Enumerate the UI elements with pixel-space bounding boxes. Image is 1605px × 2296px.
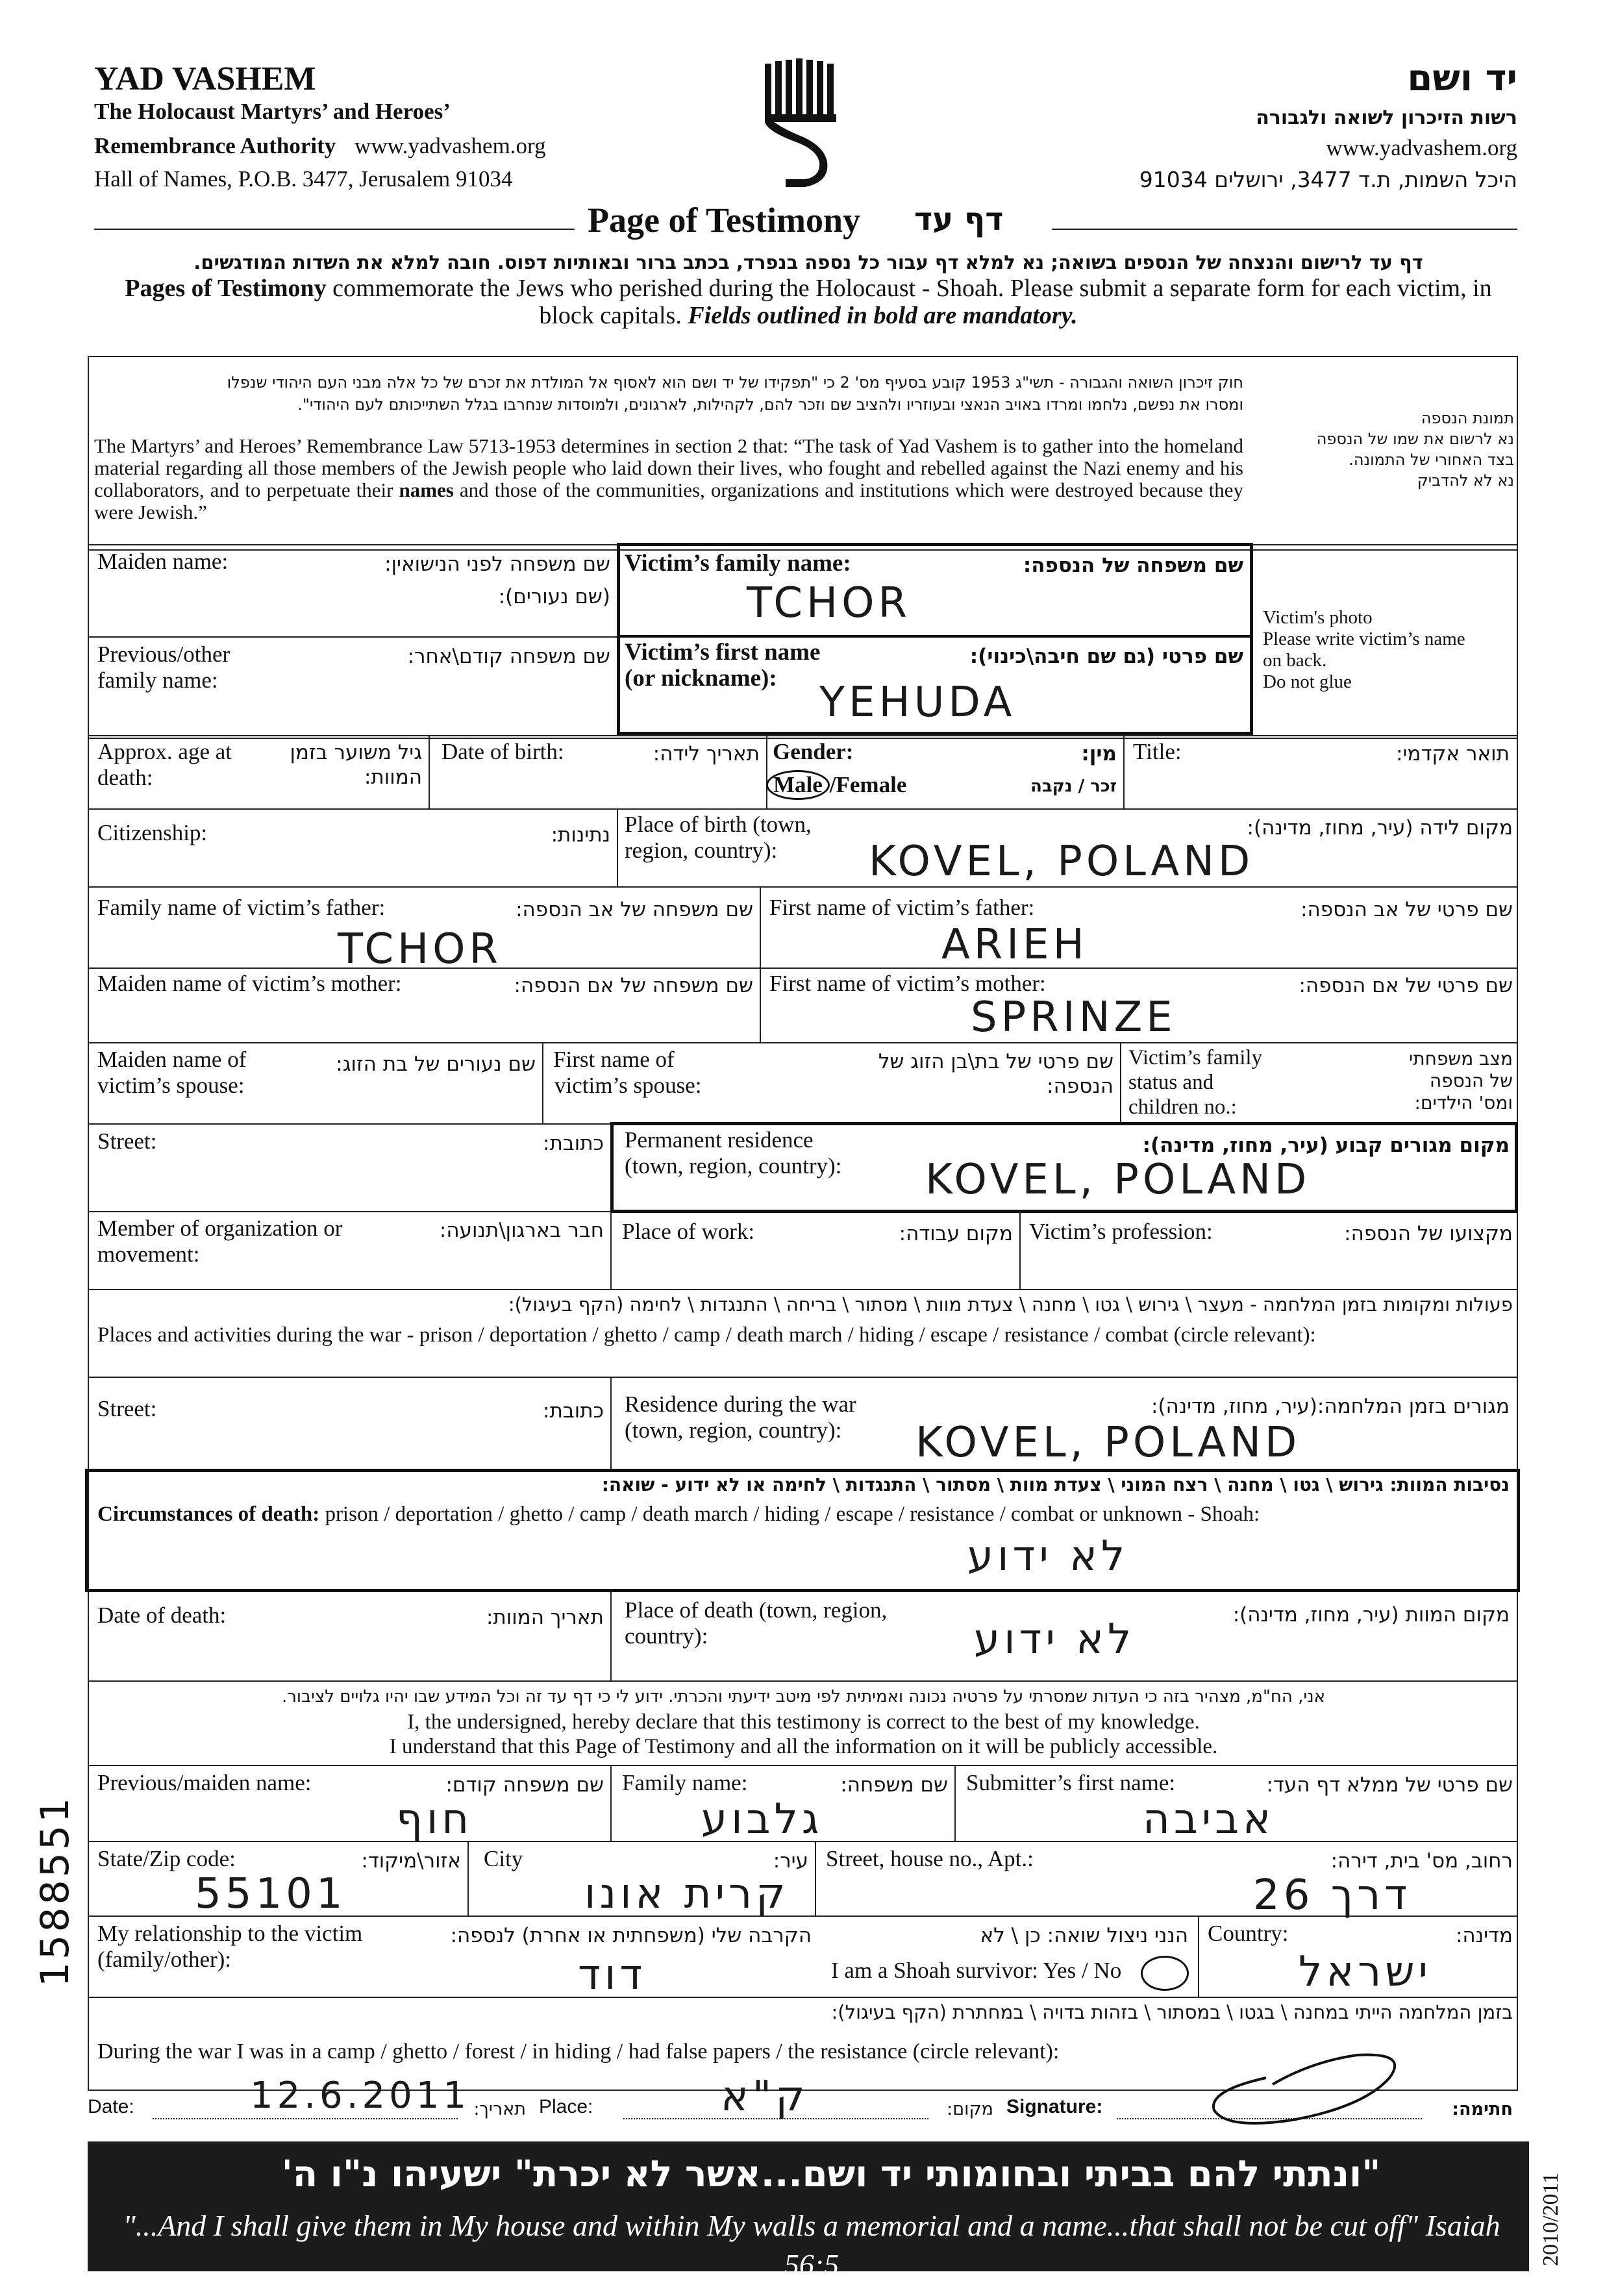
previous-family-name-label-he: שם משפחה קודם\אחר: [407, 645, 610, 668]
zip-code-value[interactable]: 55101 [195, 1870, 347, 1918]
father-family-name-label: Family name of victim’s father: [97, 895, 386, 920]
country-label-he: מדינה: [1455, 1924, 1513, 1947]
photo-note-he: תמונת הנספה נא לרשום את שמו של הנספה בצד האחורי של התמונה. נא לא להדביק [1316, 409, 1514, 490]
victim-family-name-label-he: שם משפחה של הנספה: [1023, 554, 1243, 577]
approx-age-label-he: גיל משוער בזמן המוות: [290, 741, 422, 789]
relationship-value[interactable]: דוד [578, 1951, 647, 1999]
submitter-wartime-label-he: בזמן המלחמה הייתי במחנה \ בגטו \ במסתור \ בזהות בדויה \ במחתרת (הקף בעיגול): [831, 2001, 1513, 2023]
law-he-2: ומסרו את נפשם, נלחמו ומרדו באויב הנאצי ובעוזריו ולהציב שם וזכר להם, לקהילות, לארגונים, ולמוסדות שנחרבו בגלל השתייכותם לעם היהודי". [297, 395, 1243, 414]
father-first-name-label: First name of victim’s father: [769, 895, 1035, 920]
maiden-name-label-he: שם משפחה לפני הנישואין: [384, 553, 610, 576]
spouse-first-name-label-he: שם פרטי של בת\בן הזוג של הנספה: [878, 1050, 1114, 1098]
photo-note-en: Victim's photo Please write victim’s name on back. Do not glue [1263, 607, 1465, 692]
zip-code-label-he: אזור\מיקוד: [361, 1849, 461, 1873]
place-label-he: מקום: [947, 2099, 993, 2119]
gender-male-option[interactable]: Male [766, 770, 830, 800]
survivor-label[interactable]: I am a Shoah survivor: Yes / No [831, 1958, 1122, 1983]
country-value[interactable]: ישראל [1299, 1948, 1432, 1996]
profession-label-he: מקצועו של הנספה: [1344, 1222, 1513, 1245]
father-first-name-value[interactable]: ARIEH [941, 921, 1088, 969]
organization-member-label-he: חבר בארגון\תנועה: [439, 1219, 604, 1242]
father-family-name-label-he: שם משפחה של אב הנספה: [516, 898, 753, 921]
place-of-work-label: Place of work: [622, 1219, 755, 1244]
circumstances-value[interactable]: לא ידוע [967, 1532, 1129, 1580]
submitter-family-name-label: Family name: [622, 1770, 748, 1795]
permanent-residence-label-he: מקום מגורים קבוע (עיר, מחוז, מדינה): [1142, 1134, 1510, 1157]
signature-scribble[interactable] [1195, 2039, 1428, 2136]
yad-vashem-logo [760, 58, 844, 188]
street-house-value[interactable]: דרך 26 [1253, 1871, 1412, 1919]
place-of-death-label: Place of death (town, region, country): [625, 1597, 888, 1649]
war-residence-label: Residence during the war (town, region, country): [625, 1391, 856, 1443]
submitter-first-name-label: Submitter’s first name: [966, 1770, 1176, 1795]
date-of-death-label-he: תאריך המוות: [486, 1606, 604, 1629]
submitter-family-name-value[interactable]: גלבוע [701, 1795, 823, 1843]
mother-first-name-label-he: שם פרטי של אם הנספה: [1299, 974, 1513, 997]
submitter-previous-name-label-he: שם משפחה קודם: [445, 1773, 604, 1797]
city-label-he: עיר: [773, 1849, 808, 1873]
date-of-death-label: Date of death: [97, 1603, 227, 1628]
header-rule-left [94, 229, 575, 230]
place-value[interactable]: ק"א [721, 2073, 809, 2121]
citizenship-label: Citizenship: [97, 820, 208, 845]
quote-he: "ונתתי להם בביתי ובחומותי יד ושם...אשר לא יכרת" ישעיהו נ"ו ה' [281, 2153, 1381, 2195]
country-label: Country: [1208, 1921, 1289, 1946]
war-activities-label[interactable]: Places and activities during the war - prison / deportation / ghetto / camp / death march / hiding / escape / resistance / combat (circle relevant): [97, 1323, 1316, 1347]
survivor-no-circle [1141, 1956, 1189, 1991]
family-status-label-he: מצב משפחתי של הנספה ומס' הילדים: [1408, 1048, 1513, 1114]
gender-options [766, 770, 906, 800]
mother-maiden-name-label: Maiden name of victim’s mother: [97, 971, 402, 996]
url-he: www.yadvashem.org [1326, 135, 1517, 160]
submitter-first-name-label-he: שם פרטי של ממלא דף העד: [1266, 1773, 1513, 1797]
place-of-work-label-he: מקום עבודה: [899, 1222, 1013, 1245]
spouse-first-name-label: First name of victim’s spouse: [553, 1047, 702, 1098]
relationship-label-he: הקרבה שלי (משפחתית או אחרת) לנספה: [450, 1924, 812, 1947]
date-label-he: תאריך: [473, 2099, 526, 2119]
intro-he: דף עד לרישום והנצחה של הנספים בשואה; נא למלא דף עבור כל נספה בנפרד, בכתב ברור ובאותיות דפוס. חובה למלא את השדות המודגשים. [193, 251, 1423, 273]
street-2-label: Street: [97, 1396, 157, 1421]
circumstances-label: Circumstances of death: prison / deportation / ghetto / camp / death march / hiding / escape / resistance / combat or unknown - Shoah: [97, 1503, 1260, 1526]
date-of-birth-label: Date of birth: [442, 739, 564, 764]
gender-female-option[interactable]: /Female [829, 772, 907, 797]
victim-first-name-value[interactable]: YEHUDA [819, 679, 1016, 727]
law-he-1: חוק זיכרון השואה והגבורה - תשי"ג 1953 קובע בסעיף מס' 2 כי "תפקידו של יד ושם הוא לאסוף אל המולדת את זכרם של כל אלה מבני העם היהודי שנפלו [227, 373, 1243, 392]
submitter-family-name-label-he: שם משפחה: [840, 1773, 948, 1797]
street-label: Street: [97, 1129, 157, 1154]
maiden-name-label: Maiden name: [97, 549, 229, 574]
street-label-he: כתובת: [543, 1132, 604, 1155]
street-house-label: Street, house no., Apt.: [826, 1846, 1034, 1871]
permanent-residence-label: Permanent residence (town, region, country): [625, 1127, 842, 1179]
relationship-label: My relationship to the victim (family/other): [97, 1921, 363, 1972]
form-title-en: Page of Testimony [588, 201, 861, 240]
header-rule-right [1052, 229, 1517, 230]
survivor-label-he: הנני ניצול שואה: כן \ לא [980, 1924, 1188, 1947]
zip-code-label: State/Zip code: [97, 1846, 236, 1871]
street-2-label-he: כתובת: [543, 1399, 604, 1423]
organization-member-label: Member of organization or movement: [97, 1216, 343, 1267]
signature-label-he: חתימה: [1452, 2099, 1513, 2119]
victim-first-name-label: Victim’s first name (or nickname): [625, 639, 821, 692]
father-first-name-label-he: שם פרטי של אב הנספה: [1300, 898, 1513, 921]
place-of-death-value[interactable]: לא ידוע [974, 1616, 1136, 1664]
city-value[interactable]: קרית אונו [584, 1870, 790, 1918]
approx-age-label: Approx. age at death: [97, 739, 232, 790]
address-he: היכל השמות, ת.ד 3477, ירושלים 91034 [1139, 167, 1517, 192]
org-subtitle-en: The Holocaust Martyrs’ and Heroes’ [94, 99, 451, 124]
spouse-maiden-name-label: Maiden name of victim’s spouse: [97, 1047, 247, 1098]
victim-family-name-label: Victim’s family name: [625, 550, 851, 577]
org-subtitle-en-2: Remembrance Authority www.yadvashem.org [94, 133, 546, 158]
declaration-en-2: I understand that this Page of Testimony and all the information on it will be publicly accessible. [389, 1735, 1218, 1758]
mother-first-name-value[interactable]: SPRINZE [971, 993, 1176, 1042]
declaration-he: אני, הח"מ, מצהיר בזה כי העדות שמסרתי על פרטיה נכונה ואמיתית לפי מיטב ידיעתי והכרתי. ידוע לי כי דף עד זה וכל המידע שבו יהיו גלויים לציבור. [281, 1687, 1326, 1706]
circumstances-label-he: נסיבות המוות: גירוש \ גטו \ מחנה \ רצח המוני \ צעדת מוות \ מסתור \ התנגדות \ לחימה או לא ידוע - שואה: [601, 1474, 1510, 1495]
war-activities-label-he: פעולות ומקומות בזמן המלחמה - מעצר \ גירוש \ גטו \ מחנה \ צעדת מוות \ מסתור \ בריחה \ התנגדות \ לחימה (הקף בעיגול): [508, 1293, 1513, 1316]
mother-first-name-label: First name of victim’s mother: [769, 971, 1046, 996]
profession-label: Victim’s profession: [1029, 1219, 1213, 1244]
submitter-wartime-label[interactable]: During the war I was in a camp / ghetto / forest / in hiding / had false papers / the resistance (circle relevant): [97, 2040, 1060, 2064]
form-title-he: דף עד [914, 201, 1004, 238]
previous-family-name-label: Previous/other family name: [97, 642, 230, 693]
family-status-label: Victim’s family status and children no.: [1128, 1046, 1263, 1119]
street-house-label-he: רחוב, מס' בית, דירה: [1330, 1849, 1513, 1873]
maiden-name-label-he-2: (שם נעורים): [498, 585, 610, 608]
place-of-death-label-he: מקום המוות (עיר, מחוז, מדינה): [1232, 1603, 1510, 1627]
archive-number: 1588551 [32, 1795, 78, 1987]
edition-label: 2010/2011 [1539, 2172, 1563, 2266]
place-of-birth-value[interactable]: KOVEL, POLAND [869, 838, 1254, 886]
date-label: Date: [88, 2096, 134, 2117]
city-label: City [484, 1846, 523, 1871]
quote-en: "...And I shall give them in My house and within My walls a memorial and a name...that shall not be cut off" Isaiah 56:5 [123, 2209, 1500, 2281]
org-subtitle-he: רשות הזיכרון לשואה ולגבורה [1256, 106, 1517, 129]
org-name-he: יד ושם [1407, 57, 1517, 99]
place-of-birth-label-he: מקום לידה (עיר, מחוז, מדינה): [1247, 816, 1513, 840]
mother-maiden-name-label-he: שם משפחה של אם הנספה: [514, 974, 753, 997]
title-label-he: תואר אקדמי: [1396, 742, 1510, 766]
declaration-en-1: I, the undersigned, hereby declare that this testimony is correct to the best of my knowledge. [407, 1710, 1200, 1734]
victim-family-name-value[interactable]: TCHOR [747, 579, 911, 627]
signature-label: Signature: [1006, 2096, 1103, 2117]
submitter-first-name-value[interactable]: אביבה [1143, 1795, 1275, 1843]
citizenship-label-he: נתינות: [551, 823, 610, 847]
submitter-previous-name-value[interactable]: חוף [396, 1795, 473, 1843]
place-label: Place: [539, 2096, 593, 2117]
father-family-name-value[interactable]: TCHOR [338, 925, 502, 973]
date-of-birth-label-he: תאריך לידה: [653, 742, 760, 766]
victim-first-name-label-he: שם פרטי (גם שם חיבה\כינוי): [969, 645, 1243, 668]
place-of-birth-label: Place of birth (town, region, country): [625, 812, 812, 863]
spouse-maiden-name-label-he: שם נעורים של בת הזוג: [336, 1053, 536, 1076]
submitter-previous-name-label: Previous/maiden name: [97, 1770, 312, 1795]
address-en: Hall of Names, P.O.B. 3477, Jerusalem 91034 [94, 166, 513, 192]
permanent-residence-value[interactable]: KOVEL, POLAND [925, 1156, 1311, 1204]
title-label: Title: [1133, 739, 1182, 764]
intro-en: Pages of Testimony commemorate the Jews who perished during the Holocaust - Shoah. Please submit a separate form for each victim, in block capitals. Fields outlined in bold are mandatory. [125, 275, 1492, 329]
gender-label-he: מין: [1081, 742, 1117, 766]
gender-label: Gender: [773, 739, 854, 764]
gender-options-he: זכר / נקבה [1030, 777, 1117, 796]
war-residence-value[interactable]: KOVEL, POLAND [915, 1419, 1301, 1467]
law-en: The Martyrs’ and Heroes’ Remembrance Law 5713-1953 determines in section 2 that: “The task of Yad Vashem is to gather into the homeland material regarding all those members of the Jewish people who laid down their lives, who fought and rebelled against the Nazi enemy and his collaborators, and to perpetuate their names and those of the communities, organizations and institutions which were destroyed because they were Jewish.” [94, 434, 1243, 523]
org-name-en: YAD VASHEM [94, 60, 316, 97]
date-value[interactable]: 12.6.2011 [250, 2075, 471, 2117]
war-residence-label-he: מגורים בזמן המלחמה:(עיר, מחוז, מדינה): [1151, 1395, 1510, 1418]
